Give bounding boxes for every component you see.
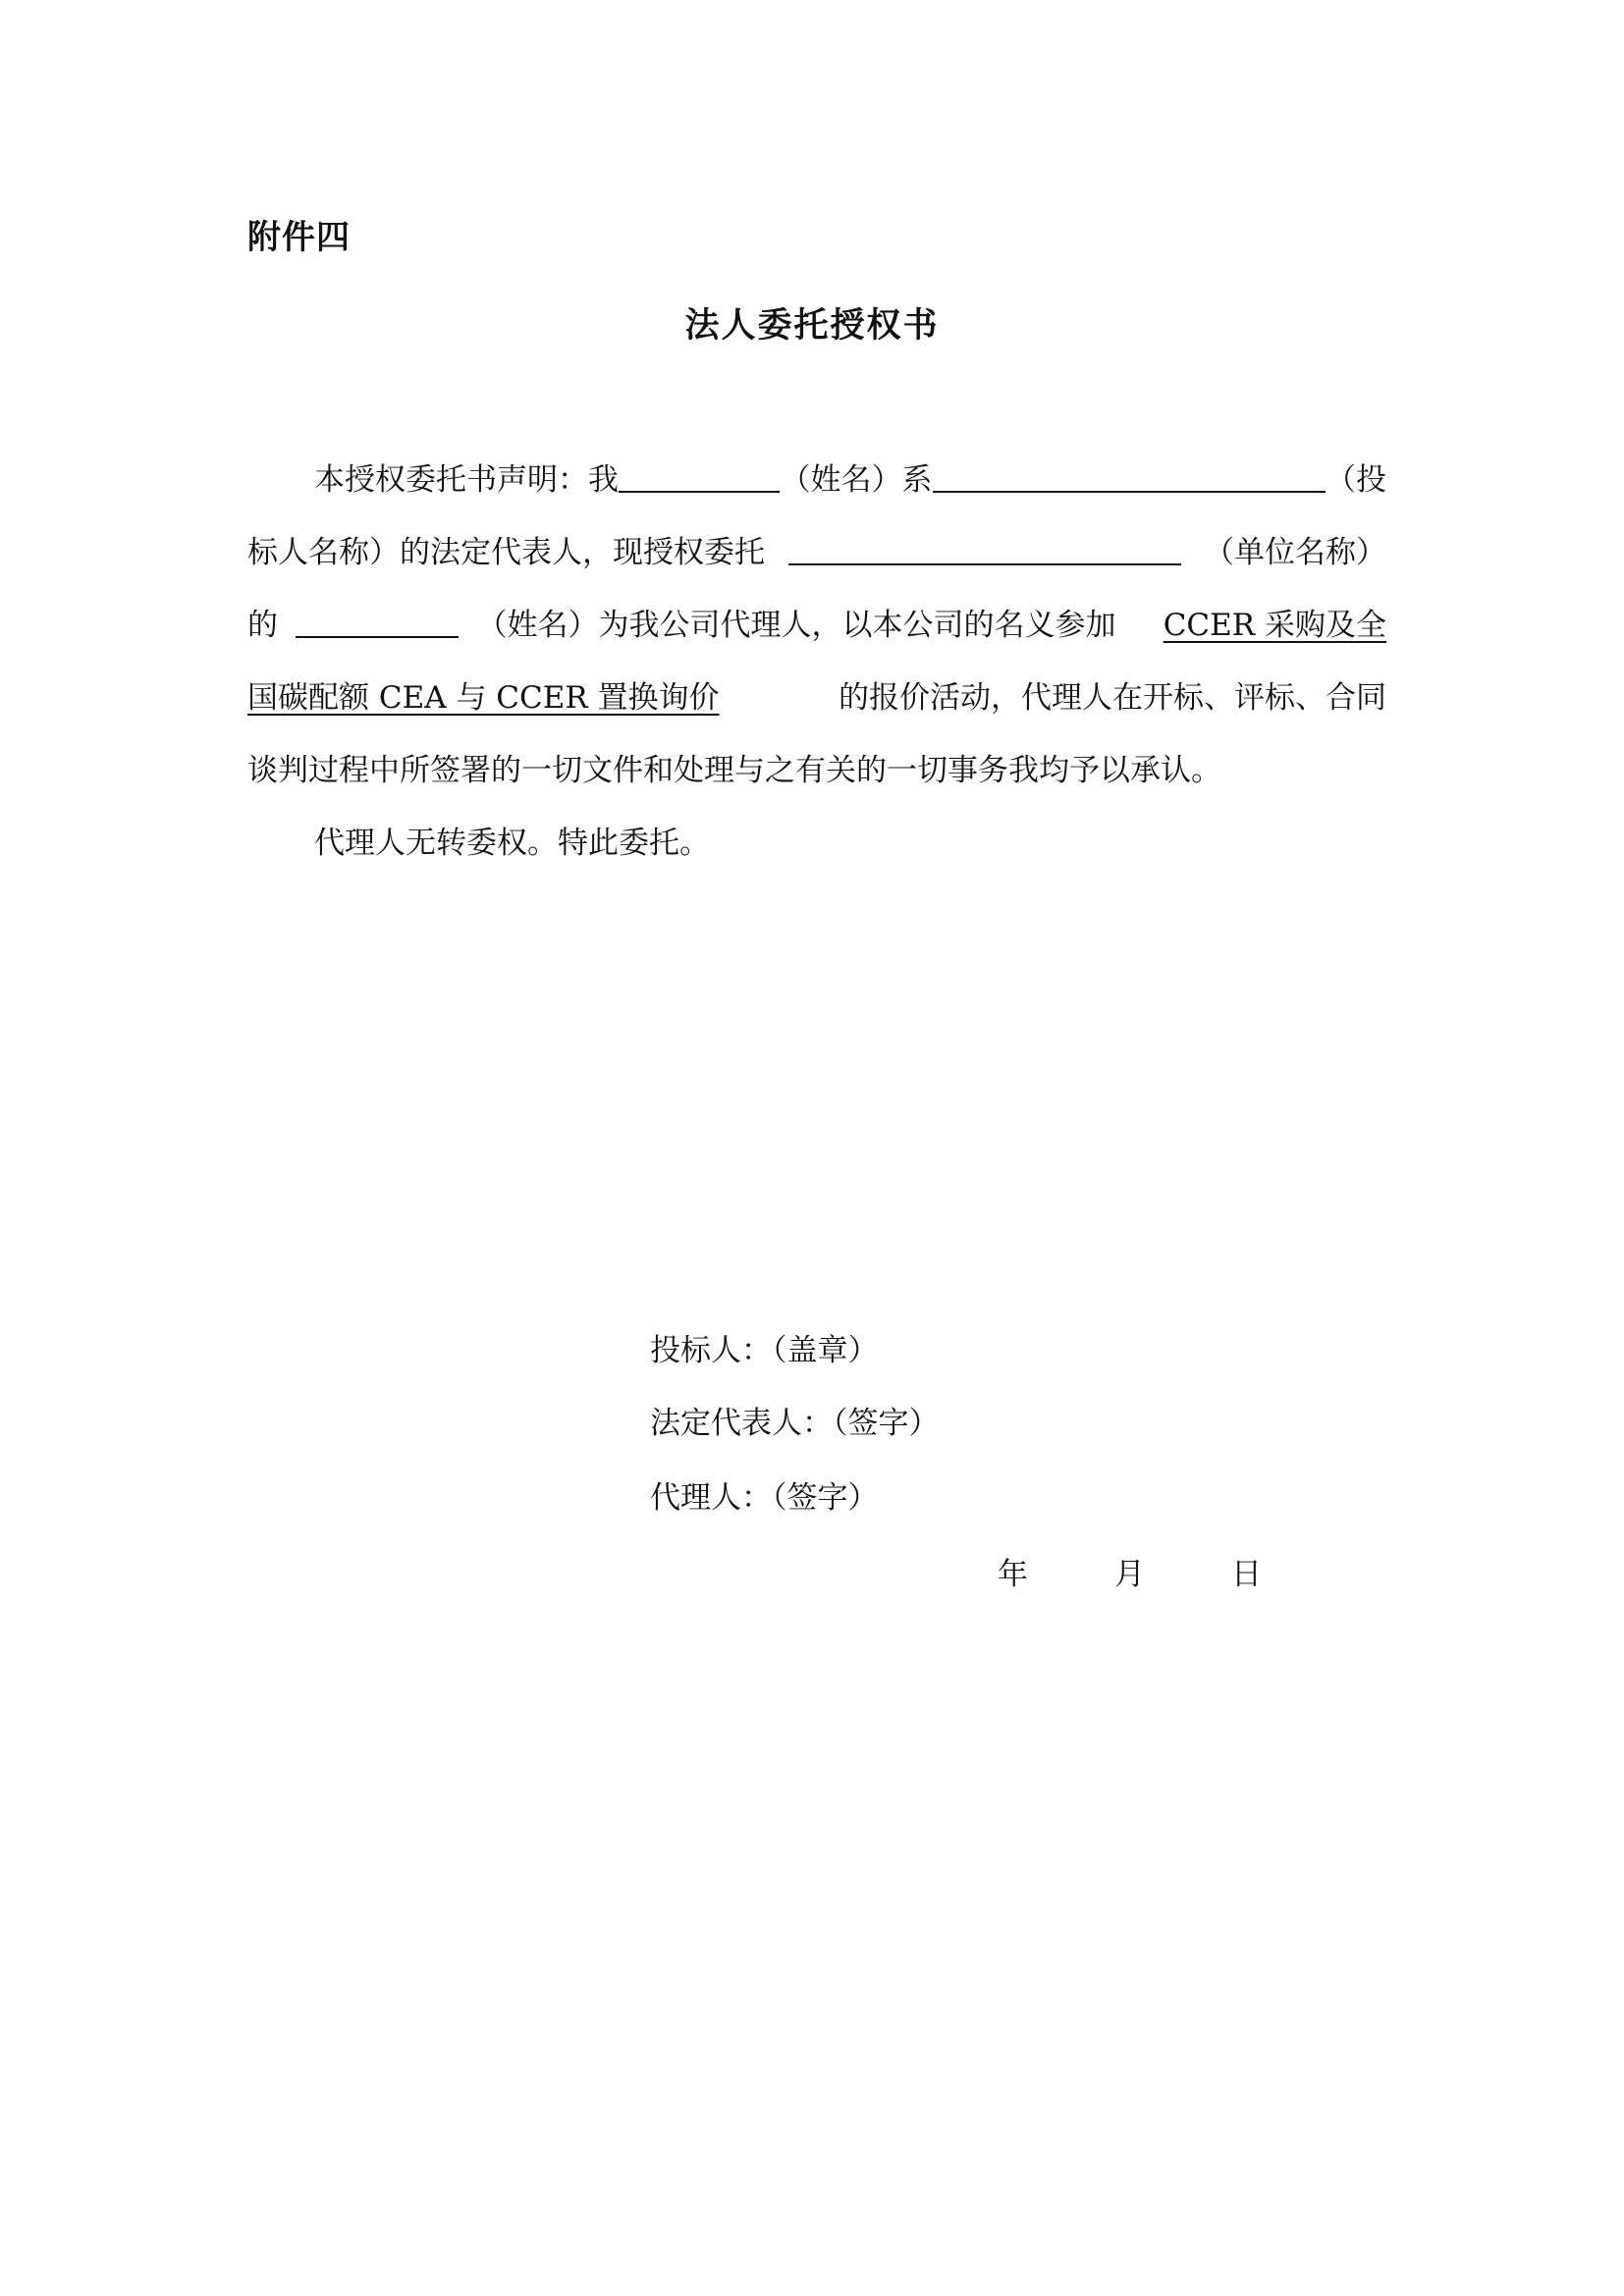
date-year: 年	[998, 1557, 1028, 1592]
attachment-label: 附件四	[247, 218, 351, 257]
document-title: 法人委托授权书	[684, 306, 940, 346]
no-sub-delegation-line	[314, 821, 1453, 866]
no-sub-delegation-text: 代理人无转委权。特此委托。	[314, 826, 710, 861]
agent-appointment-text: （姓名）为我公司代理人，以本公司的名义参加	[476, 608, 1116, 643]
unit-name-blank[interactable]	[788, 530, 1181, 565]
name-blank[interactable]	[619, 457, 780, 493]
of-text: 的	[247, 608, 278, 643]
date-month: 月	[1114, 1557, 1145, 1592]
agent-name-blank[interactable]	[296, 603, 459, 638]
bidder-name-blank[interactable]	[933, 457, 1326, 493]
paragraph-line-1	[314, 457, 1386, 503]
date-day: 日	[1231, 1557, 1262, 1592]
legal-rep-signature-line: 法定代表人：（签字）	[650, 1406, 940, 1441]
project-name-part-1	[1134, 603, 1386, 648]
name-label: （姓名）系	[780, 462, 933, 498]
declaration-text: 本授权委托书声明：我	[314, 462, 619, 498]
paragraph-line-5	[247, 748, 1386, 793]
agent-signature-line: 代理人：（签字）	[650, 1480, 879, 1516]
project-name-text-1: CCER 采购及全	[1163, 608, 1386, 643]
project-name-part-2	[247, 675, 763, 721]
bidder-seal-line: 投标人：（盖章）	[650, 1333, 879, 1368]
quotation-activity-text: 的报价活动，代理人在开标、评标、合同	[839, 680, 1386, 716]
legal-rep-text: 标人名称）的法定代表人，现授权委托	[247, 535, 765, 570]
paragraph-line-2	[247, 530, 1386, 575]
project-name-text-2: 国碳配额 CEA 与 CCER 置换询价	[247, 680, 720, 716]
acknowledgement-text: 谈判过程中所签署的一切文件和处理与之有关的一切事务我均予以承认。	[247, 753, 1221, 788]
bidder-label-start: （投	[1326, 462, 1386, 498]
paragraph-line-4	[247, 675, 1386, 721]
unit-name-label: （单位名称）	[1204, 535, 1386, 570]
paragraph-line-3	[247, 603, 1386, 648]
